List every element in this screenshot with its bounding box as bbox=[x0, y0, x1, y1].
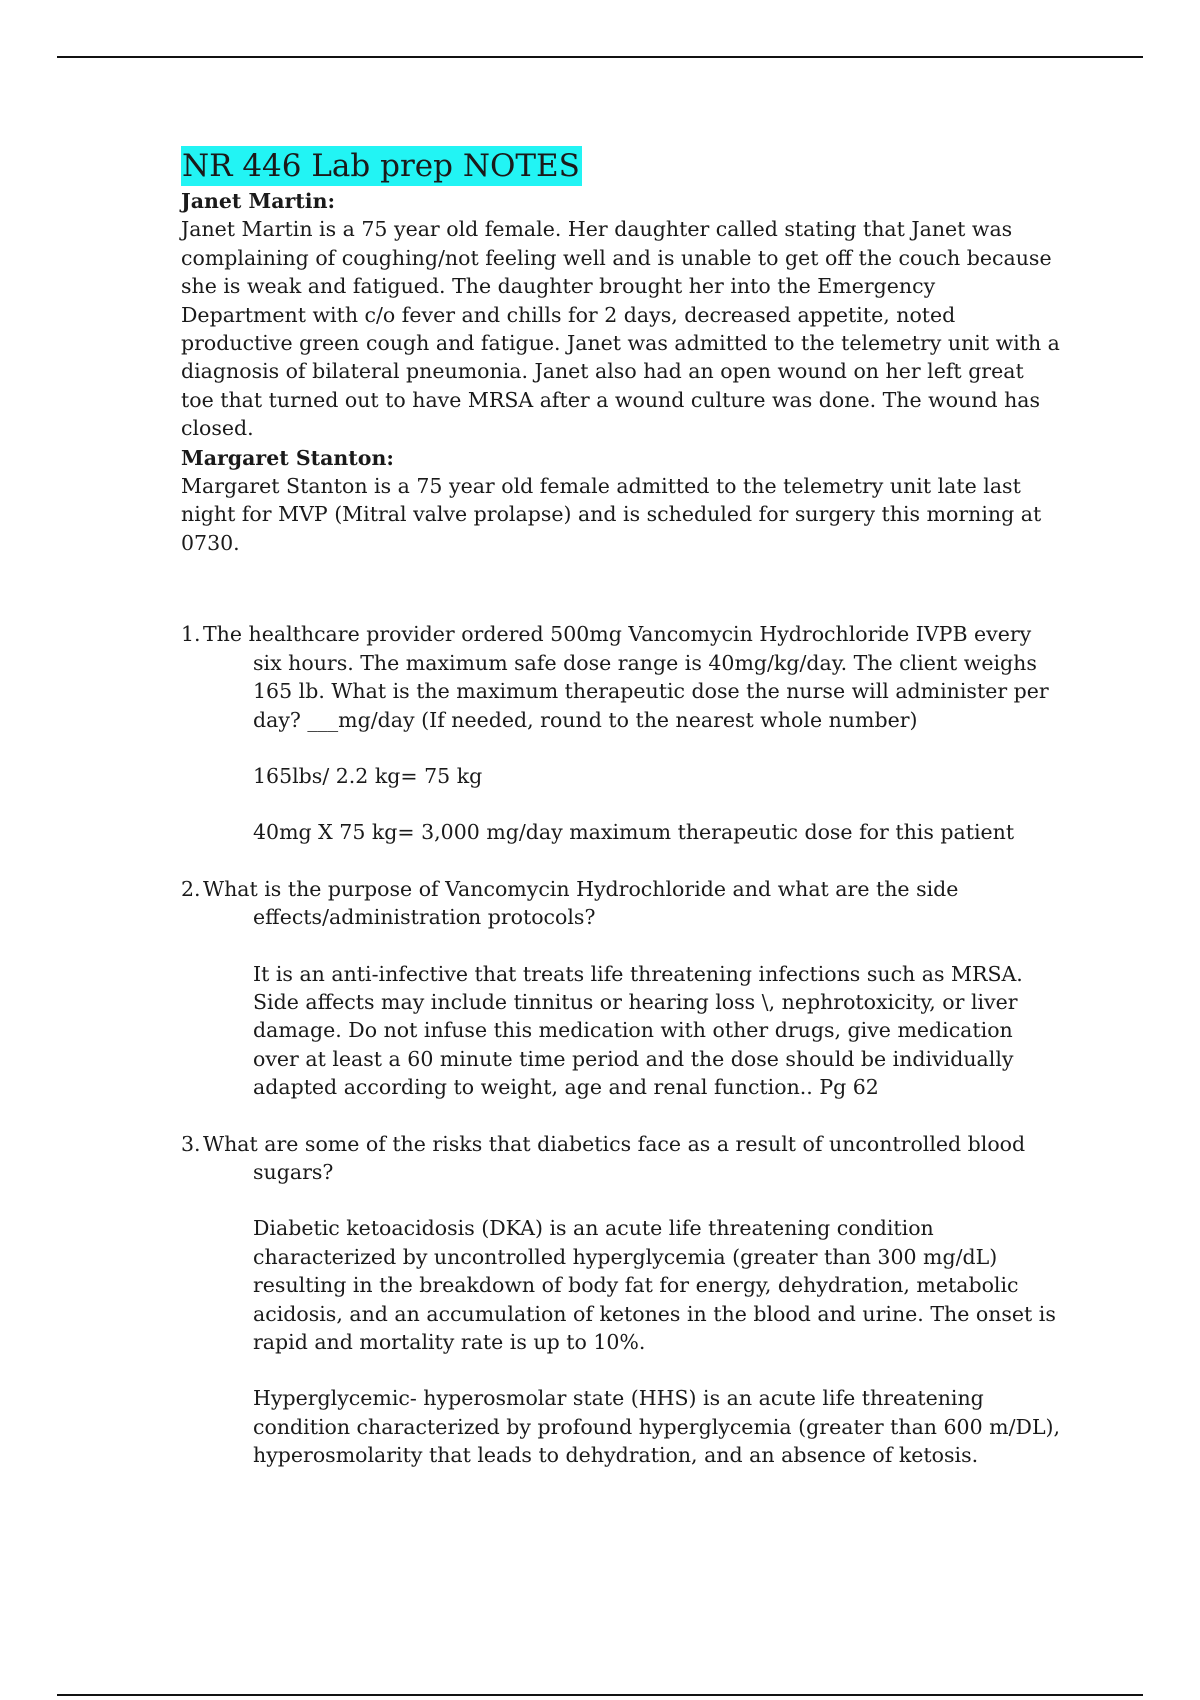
spacer bbox=[181, 1186, 1061, 1214]
document-body bbox=[181, 146, 1061, 1470]
question-1-number: 1. bbox=[181, 622, 201, 647]
spacer bbox=[181, 932, 1061, 960]
question-1-text: The healthcare provider ordered 500mg Vancomycin Hydrochloride IVPB every six hours. The maximum safe dose range is 40mg/kg/day. The client weighs 165 lb. What is the maximum therapeutic dose the nurse will administer per day? ___mg/day (If needed, round to the nearest whole number) bbox=[203, 622, 1049, 732]
question-3-number: 3. bbox=[181, 1131, 201, 1156]
question-3-text: What are some of the risks that diabetics face as a result of uncontrolled blood sugars? bbox=[203, 1131, 1026, 1184]
question-2-text: What is the purpose of Vancomycin Hydrochloride and what are the side effects/administration protocols? bbox=[203, 876, 959, 930]
question-1-answer-1: 165lbs/ 2.2 kg= 75 kg bbox=[253, 763, 483, 788]
spacer bbox=[181, 1102, 1061, 1130]
header-rule bbox=[57, 56, 1143, 58]
question-3-answer-1: Diabetic ketoacidosis (DKA) is an acute life threatening condition characterized by uncontrolled hyperglycemia (greater than 300 mg/dL) resulting in the breakdown of body fat for energy, dehydration, metabolic acidosis, and an accumulation of ketones in the blood and urine. The onset is rapid and mortality rate is up to 10%. bbox=[253, 1216, 1056, 1354]
case-name-janet-martin: Janet Martin: bbox=[181, 189, 336, 213]
spacer bbox=[181, 790, 1061, 818]
spacer bbox=[181, 734, 1061, 762]
question-1-answer-2: 40mg X 75 kg= 3,000 mg/day maximum therapeutic dose for this patient bbox=[253, 820, 1015, 845]
question-2-number: 2. bbox=[181, 876, 201, 901]
document-title: NR 446 Lab prep NOTES bbox=[182, 148, 580, 184]
spacer bbox=[181, 847, 1061, 875]
spacer bbox=[181, 1356, 1061, 1384]
question-2-answer-1: It is an anti-infective that treats life threatening infections such as MRSA. Side affects may include tinnitus or hearing loss \, nephrotoxicity, or liver damage. Do not infuse this medication with other drugs, give medication over at least a 60 minute time period and the dose should be individually adapted according to weight, age and renal function.. Pg 62 bbox=[253, 961, 1023, 1100]
section-spacer bbox=[181, 558, 1061, 620]
question-2 bbox=[181, 875, 1061, 932]
question-1 bbox=[181, 620, 1061, 734]
question-3 bbox=[181, 1130, 1061, 1187]
case-description-janet-martin: Janet Martin is a 75 year old female. Her daughter called stating that Janet was complaining of coughing/not feeling well and is unable to get off the couch because she is weak and fatigued. The daughter brought her into the Emergency Department with c/o fever and chills for 2 days, decreased appetite, noted productive green cough and fatigue. Janet was admitted to the telemetry unit with a diagnosis of bilateral pneumonia. Janet also had an open wound on her left great toe that turned out to have MRSA after a wound culture was done. The wound has closed. bbox=[181, 217, 1060, 441]
footer-rule bbox=[57, 1694, 1143, 1696]
question-3-answer-2: Hyperglycemic- hyperosmolar state (HHS) is an acute life threatening condition characterized by profound hyperglycemia (greater than 600 m/DL), hyperosmolarity that leads to dehydration, and an absence of ketosis. bbox=[253, 1386, 1061, 1468]
case-description-margaret-stanton: Margaret Stanton is a 75 year old female admitted to the telemetry unit late last night for MVP (Mitral valve prolapse) and is scheduled for surgery this morning at 0730. bbox=[181, 474, 1042, 555]
case-name-margaret-stanton: Margaret Stanton: bbox=[181, 445, 394, 470]
